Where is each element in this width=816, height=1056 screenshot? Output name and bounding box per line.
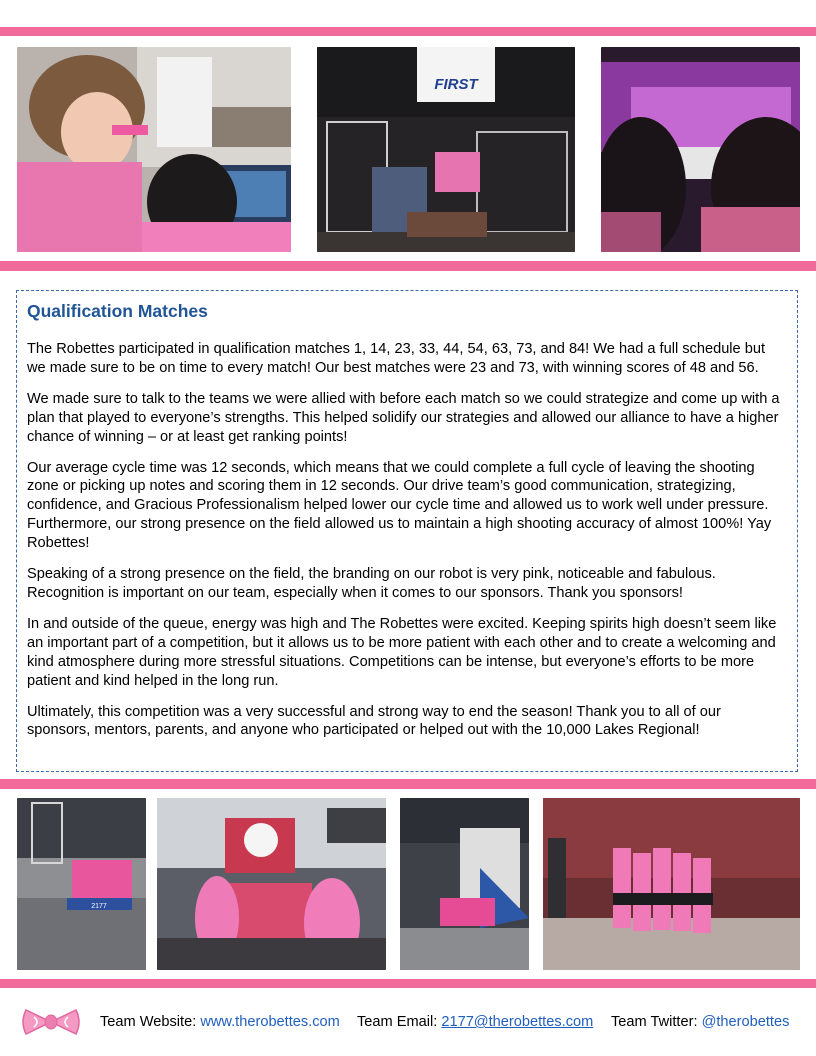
photo-robot-at-speaker — [400, 798, 529, 970]
photo-first-field — [317, 47, 575, 252]
photo-robot-on-field — [17, 798, 146, 970]
contact-footer — [0, 1004, 816, 1040]
photo-drivers-station — [601, 47, 800, 252]
paragraph-cycle-time: Our average cycle time was 12 seconds, which means that we could complete a full cycle of leaving the shooting zone or picking up notes and scoring them in 12 seconds. Our drive team’s good communication, strategizing, confidence, and Gracious Professionalism helped lower our cycle time and allowed us to work well under pressure. Furthermore, our strong presence on the field allowed us to maintain a high shooting accuracy of almost 100%! Yay Robettes! — [27, 459, 772, 552]
pink-bow-icon — [20, 1008, 82, 1036]
first-banner-text: FIRST — [434, 76, 478, 93]
paragraph-matches: The Robettes participated in qualification matches 1, 14, 23, 33, 44, 54, 63, 73, and 84! We had a full schedule but we made sure to be on time to every match! Our best matches were 23 and 73, with winning scores of 48 and 56. — [27, 341, 766, 376]
bottom-stripe — [0, 979, 816, 988]
email-label: Team Email: — [357, 1014, 442, 1030]
photo-team-at-laptop — [17, 47, 291, 252]
team-website — [100, 1014, 340, 1030]
team-email — [357, 1014, 593, 1030]
twitter-link[interactable]: @therobettes — [701, 1014, 790, 1030]
email-link[interactable]: 2177@therobettes.com — [441, 1014, 594, 1030]
website-label: Team Website: — [100, 1014, 201, 1030]
team-twitter — [611, 1014, 789, 1030]
paragraph-alliances: We made sure to talk to the teams we were allied with before each match so we could strategize and come up with a plan that played to everyone’s strengths. This helped solidify our strategies and allowed our alliance to have a higher chance of winning – or at least get ranking points! — [27, 390, 780, 445]
photo-team-lineup — [543, 798, 800, 970]
paragraph-energy: In and outside of the queue, energy was high and The Robettes were excited. Keeping spirits high doesn’t seem like an important part of a competition, but it allows us to be more patient with each other and to create a welcoming and kind atmosphere during more stressful situations. Competitions can be intense, but everyone’s efforts to be more patient and kind helped in the long run. — [27, 615, 777, 689]
upper-stripe — [0, 261, 816, 271]
qualification-matches-section — [16, 290, 798, 772]
top-stripe — [0, 27, 816, 36]
paragraph-conclusion: Ultimately, this competition was a very successful and strong way to end the season! Thank you to all of our sponsors, mentors, parents, and anyone who participated or helped out with the 10,000 Lakes Regional! — [27, 703, 721, 739]
middle-stripe — [0, 779, 816, 789]
twitter-label: Team Twitter: — [611, 1014, 702, 1030]
photo-team-with-robot — [157, 798, 386, 970]
section-heading: Qualification Matches — [27, 301, 208, 321]
paragraph-branding: Speaking of a strong presence on the field, the branding on our robot is very pink, noticeable and fabulous. Recognition is important on our team, especially when it comes to our sponsors. Thank you sponsors! — [27, 566, 716, 601]
robot-number-text: 2177 — [91, 903, 107, 910]
website-link[interactable]: www.therobettes.com — [200, 1014, 340, 1030]
